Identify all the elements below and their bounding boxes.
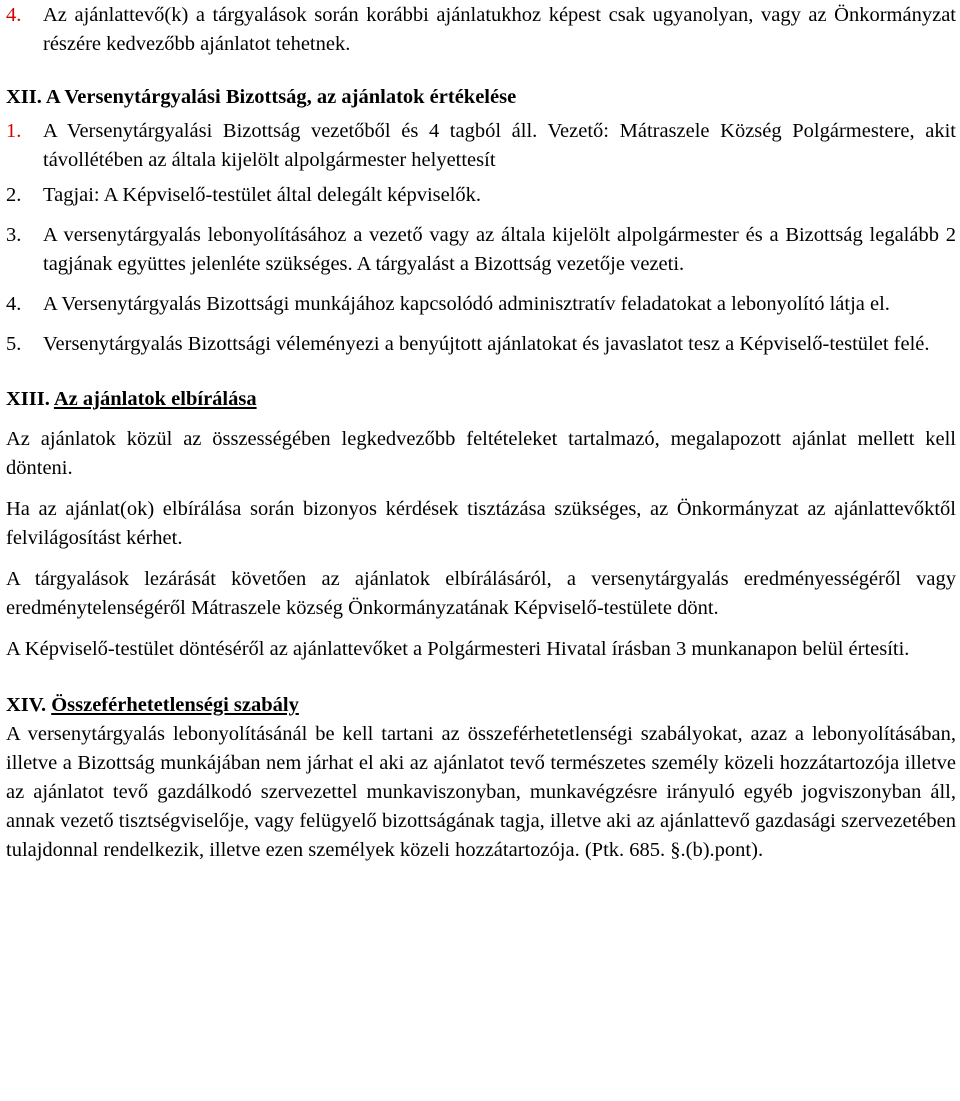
list-item-text: A Versenytárgyalási Bizottság vezetőből és 4 tagból áll. Vezető: Mátraszele Község Polgármestere, akit távollétében az általa kijelölt alpolgármester helyettesít <box>43 120 956 171</box>
list-item-text: A Versenytárgyalás Bizottsági munkájához kapcsolódó adminisztratív feladatokat a lebonyolító látja el. <box>43 293 890 315</box>
section-heading-xii <box>6 83 956 112</box>
intro-list-item <box>6 1 956 59</box>
list-number: 1. <box>6 120 22 142</box>
section-title: Összeférhetetlenségi szabály <box>51 694 299 716</box>
body-paragraph: A Képviselő-testület döntéséről az ajánlattevőket a Polgármesteri Hivatal írásban 3 munkanapon belül értesíti. <box>6 638 910 660</box>
list-number: 3. <box>6 224 22 246</box>
list-item <box>6 181 956 210</box>
section-heading-xiii <box>6 385 956 414</box>
list-item <box>6 330 956 359</box>
list-item-text: Tagjai: A Képviselő-testület által delegált képviselők. <box>43 184 482 206</box>
body-paragraph: Az ajánlatok közül az összességében legkedvezőbb feltételeket tartalmazó, megalapozott ajánlat mellett kell dönteni. <box>6 428 956 479</box>
list-number: 4. <box>6 293 22 315</box>
list-item <box>6 117 956 175</box>
section-roman-numeral: XIV. <box>6 694 47 716</box>
section-title: Az ajánlatok elbírálása <box>53 388 257 410</box>
list-item <box>6 290 956 319</box>
list-number: 5. <box>6 333 22 355</box>
list-item-text: Az ajánlattevő(k) a tárgyalások során korábbi ajánlatukhoz képest csak ugyanolyan, vagy az Önkormányzat részére kedvezőbb ajánlatot tehetnek. <box>43 4 956 55</box>
list-item-text: A versenytárgyalás lebonyolításához a vezető vagy az általa kijelölt alpolgármester és a Bizottság legalább 2 tagjának együttes jelenléte szükséges. A tárgyalást a Bizottság vezetője vezeti. <box>43 224 956 275</box>
list-number: 2. <box>6 184 22 206</box>
document-page <box>6 1 956 865</box>
section-roman-numeral: XIII. <box>6 388 50 410</box>
list-item <box>6 221 956 279</box>
body-paragraph: A versenytárgyalás lebonyolításánál be kell tartani az összeférhetetlenségi szabályokat, azaz a lebonyolításában, illetve a Bizottság munkájában nem járhat el aki az ajánlatot tevő természetes személy közeli hozzátartozója illetve az ajánlatot tevő gazdálkodó szervezettel munkaviszonyban, munkavégzésre irányuló egyéb jogviszonyban áll, annak vezető tisztségviselője, vagy felügyelő bizottságának tagja, illetve aki az ajánlattevő gazdasági szervezetében tulajdonnal rendelkezik, illetve ezen személyek közeli hozzátartozója. (Ptk. 685. §.(b).pont). <box>6 723 956 861</box>
list-item-text: Versenytárgyalás Bizottsági véleményezi a benyújtott ajánlatokat és javaslatot tesz a Képviselő-testület felé. <box>43 333 930 355</box>
section-heading-xiv <box>6 691 956 720</box>
list-number: 4. <box>6 4 22 26</box>
body-paragraph: Ha az ajánlat(ok) elbírálása során bizonyos kérdések tisztázása szükséges, az Önkormányzat az ajánlattevőktől felvilágosítást kérhet. <box>6 498 956 549</box>
section-roman-numeral: XII. <box>6 86 42 108</box>
section-title: A Versenytárgyalási Bizottság, az ajánlatok értékelése <box>45 86 517 108</box>
body-paragraph: A tárgyalások lezárását követően az ajánlatok elbírálásáról, a versenytárgyalás eredményességéről vagy eredménytelenségéről Mátraszele község Önkormányzatának Képviselő-testülete dönt. <box>6 568 956 619</box>
